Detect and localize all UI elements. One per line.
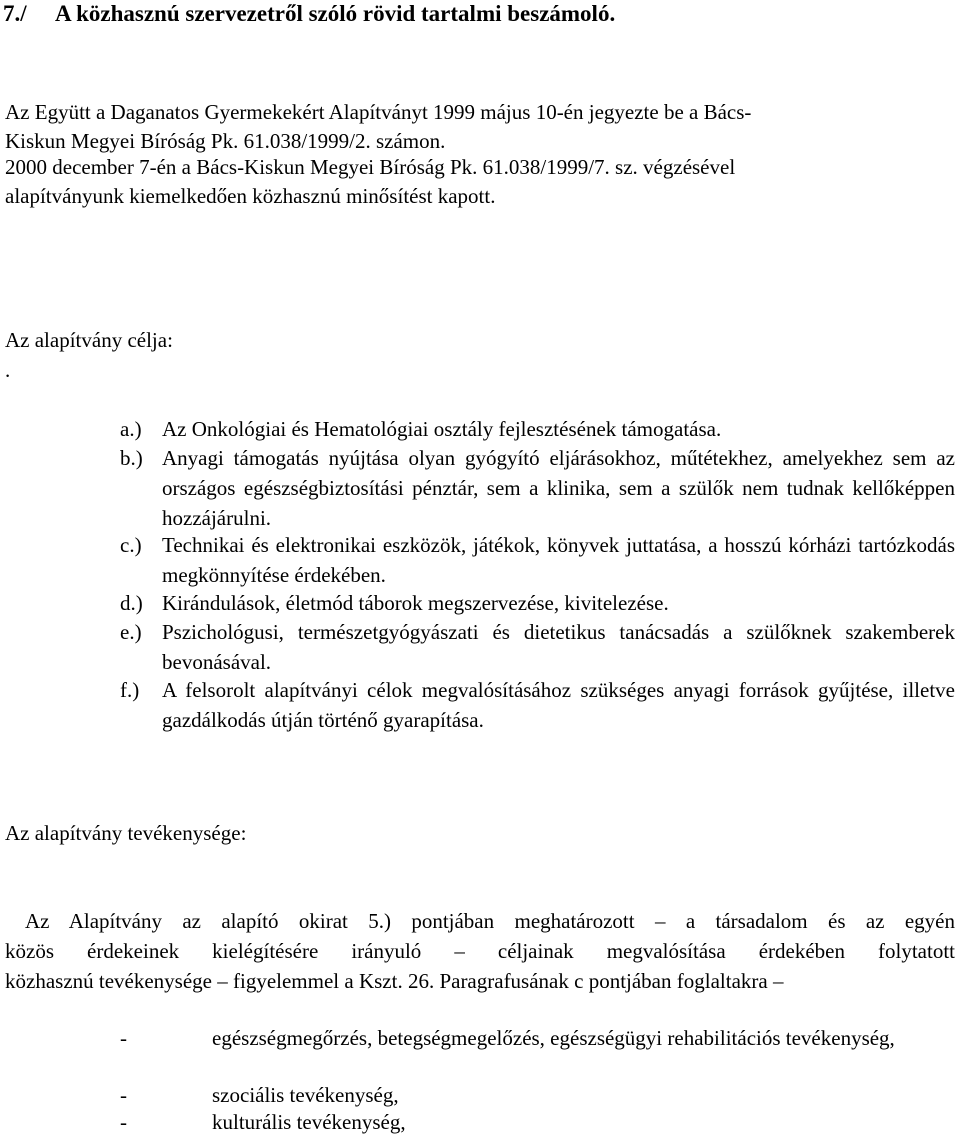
intro-line-4: alapítványunk kiemelkedően közhasznú minősítést kapott. (5, 184, 496, 208)
activity-item-text: szociális tevékenység, (212, 1083, 399, 1107)
aim-item (120, 443, 955, 533)
list-dash: - (120, 1110, 127, 1134)
intro-line-3: 2000 december 7-én a Bács-Kiskun Megyei Bíróság Pk. 61.038/1999/7. sz. végzésével (5, 155, 736, 179)
activity-paragraph (5, 906, 955, 996)
list-dash: - (120, 1026, 127, 1050)
aim-label: e.) (120, 620, 142, 644)
section-number: 7./ (3, 1, 27, 26)
activity-heading: Az alapítvány tevékenysége: (5, 821, 247, 845)
activity-item-text: egészségmegőrzés, betegségmegelőzés, egészségügyi rehabilitációs tevékenység, (212, 1026, 895, 1050)
aim-text: Kirándulások, életmód táborok megszervezése, kivitelezése. (162, 591, 669, 615)
list-dash: - (120, 1083, 127, 1107)
activity-line: közhasznú tevékenysége – figyelemmel a Kszt. 26. Paragrafusának c pontjában foglaltakra – (5, 969, 784, 993)
aim-heading: Az alapítvány célja: (5, 328, 173, 352)
intro-line-2: Kiskun Megyei Bíróság Pk. 61.038/1999/2. számon. (5, 129, 446, 153)
aim-item (120, 588, 955, 618)
aim-text: Anyagi támogatás nyújtása olyan gyógyító eljárásokhoz, műtétekhez, amelyekhez sem az országos egészségbiztosítási pénztár, sem a klinika, sem a szülők nem tudnak kellőképpen hozzájárulni. (162, 446, 955, 530)
aim-item (120, 675, 955, 735)
aim-text: Technikai és elektronikai eszközök, játékok, könyvek juttatása, a hosszú kórházi tartózkodás megkönnyítése érdekében. (162, 533, 955, 587)
aim-dot: . (5, 358, 11, 382)
activity-line: Az Alapítvány az alapító okirat 5.) pontjában meghatározott – a társadalom és az egyén (25, 909, 955, 933)
activity-list-item (120, 1107, 955, 1137)
aim-label: f.) (120, 678, 140, 702)
activity-list-item (120, 1080, 955, 1110)
aim-label: a.) (120, 417, 142, 441)
aim-label: c.) (120, 533, 142, 557)
activity-list-item (120, 1023, 955, 1053)
aim-item (120, 617, 955, 677)
aim-item (120, 530, 955, 590)
activity-line: közös érdekeinek kielégítésére irányuló – céljainak megvalósítása érdekében folytatott (5, 939, 955, 963)
aim-label: b.) (120, 446, 143, 470)
aim-text: Az Onkológiai és Hematológiai osztály fejlesztésének támogatása. (162, 417, 722, 441)
aim-text: Pszichológusi, természetgyógyászati és dietetikus tanácsadás a szülőknek szakemberek bevonásával. (162, 620, 955, 674)
page-title (3, 0, 615, 28)
section-title: A közhasznú szervezetről szóló rövid tartalmi beszámoló. (55, 1, 616, 26)
activity-item-text: kulturális tevékenység, (212, 1110, 406, 1134)
aim-item (120, 414, 955, 444)
aim-text: A felsorolt alapítványi célok megvalósításához szükséges anyagi források gyűjtése, illetve gazdálkodás útján történő gyarapítása. (162, 678, 955, 732)
intro-line-1: Az Együtt a Daganatos Gyermekekért Alapítványt 1999 május 10-én jegyezte be a Bács- (5, 100, 752, 124)
aim-label: d.) (120, 591, 143, 615)
